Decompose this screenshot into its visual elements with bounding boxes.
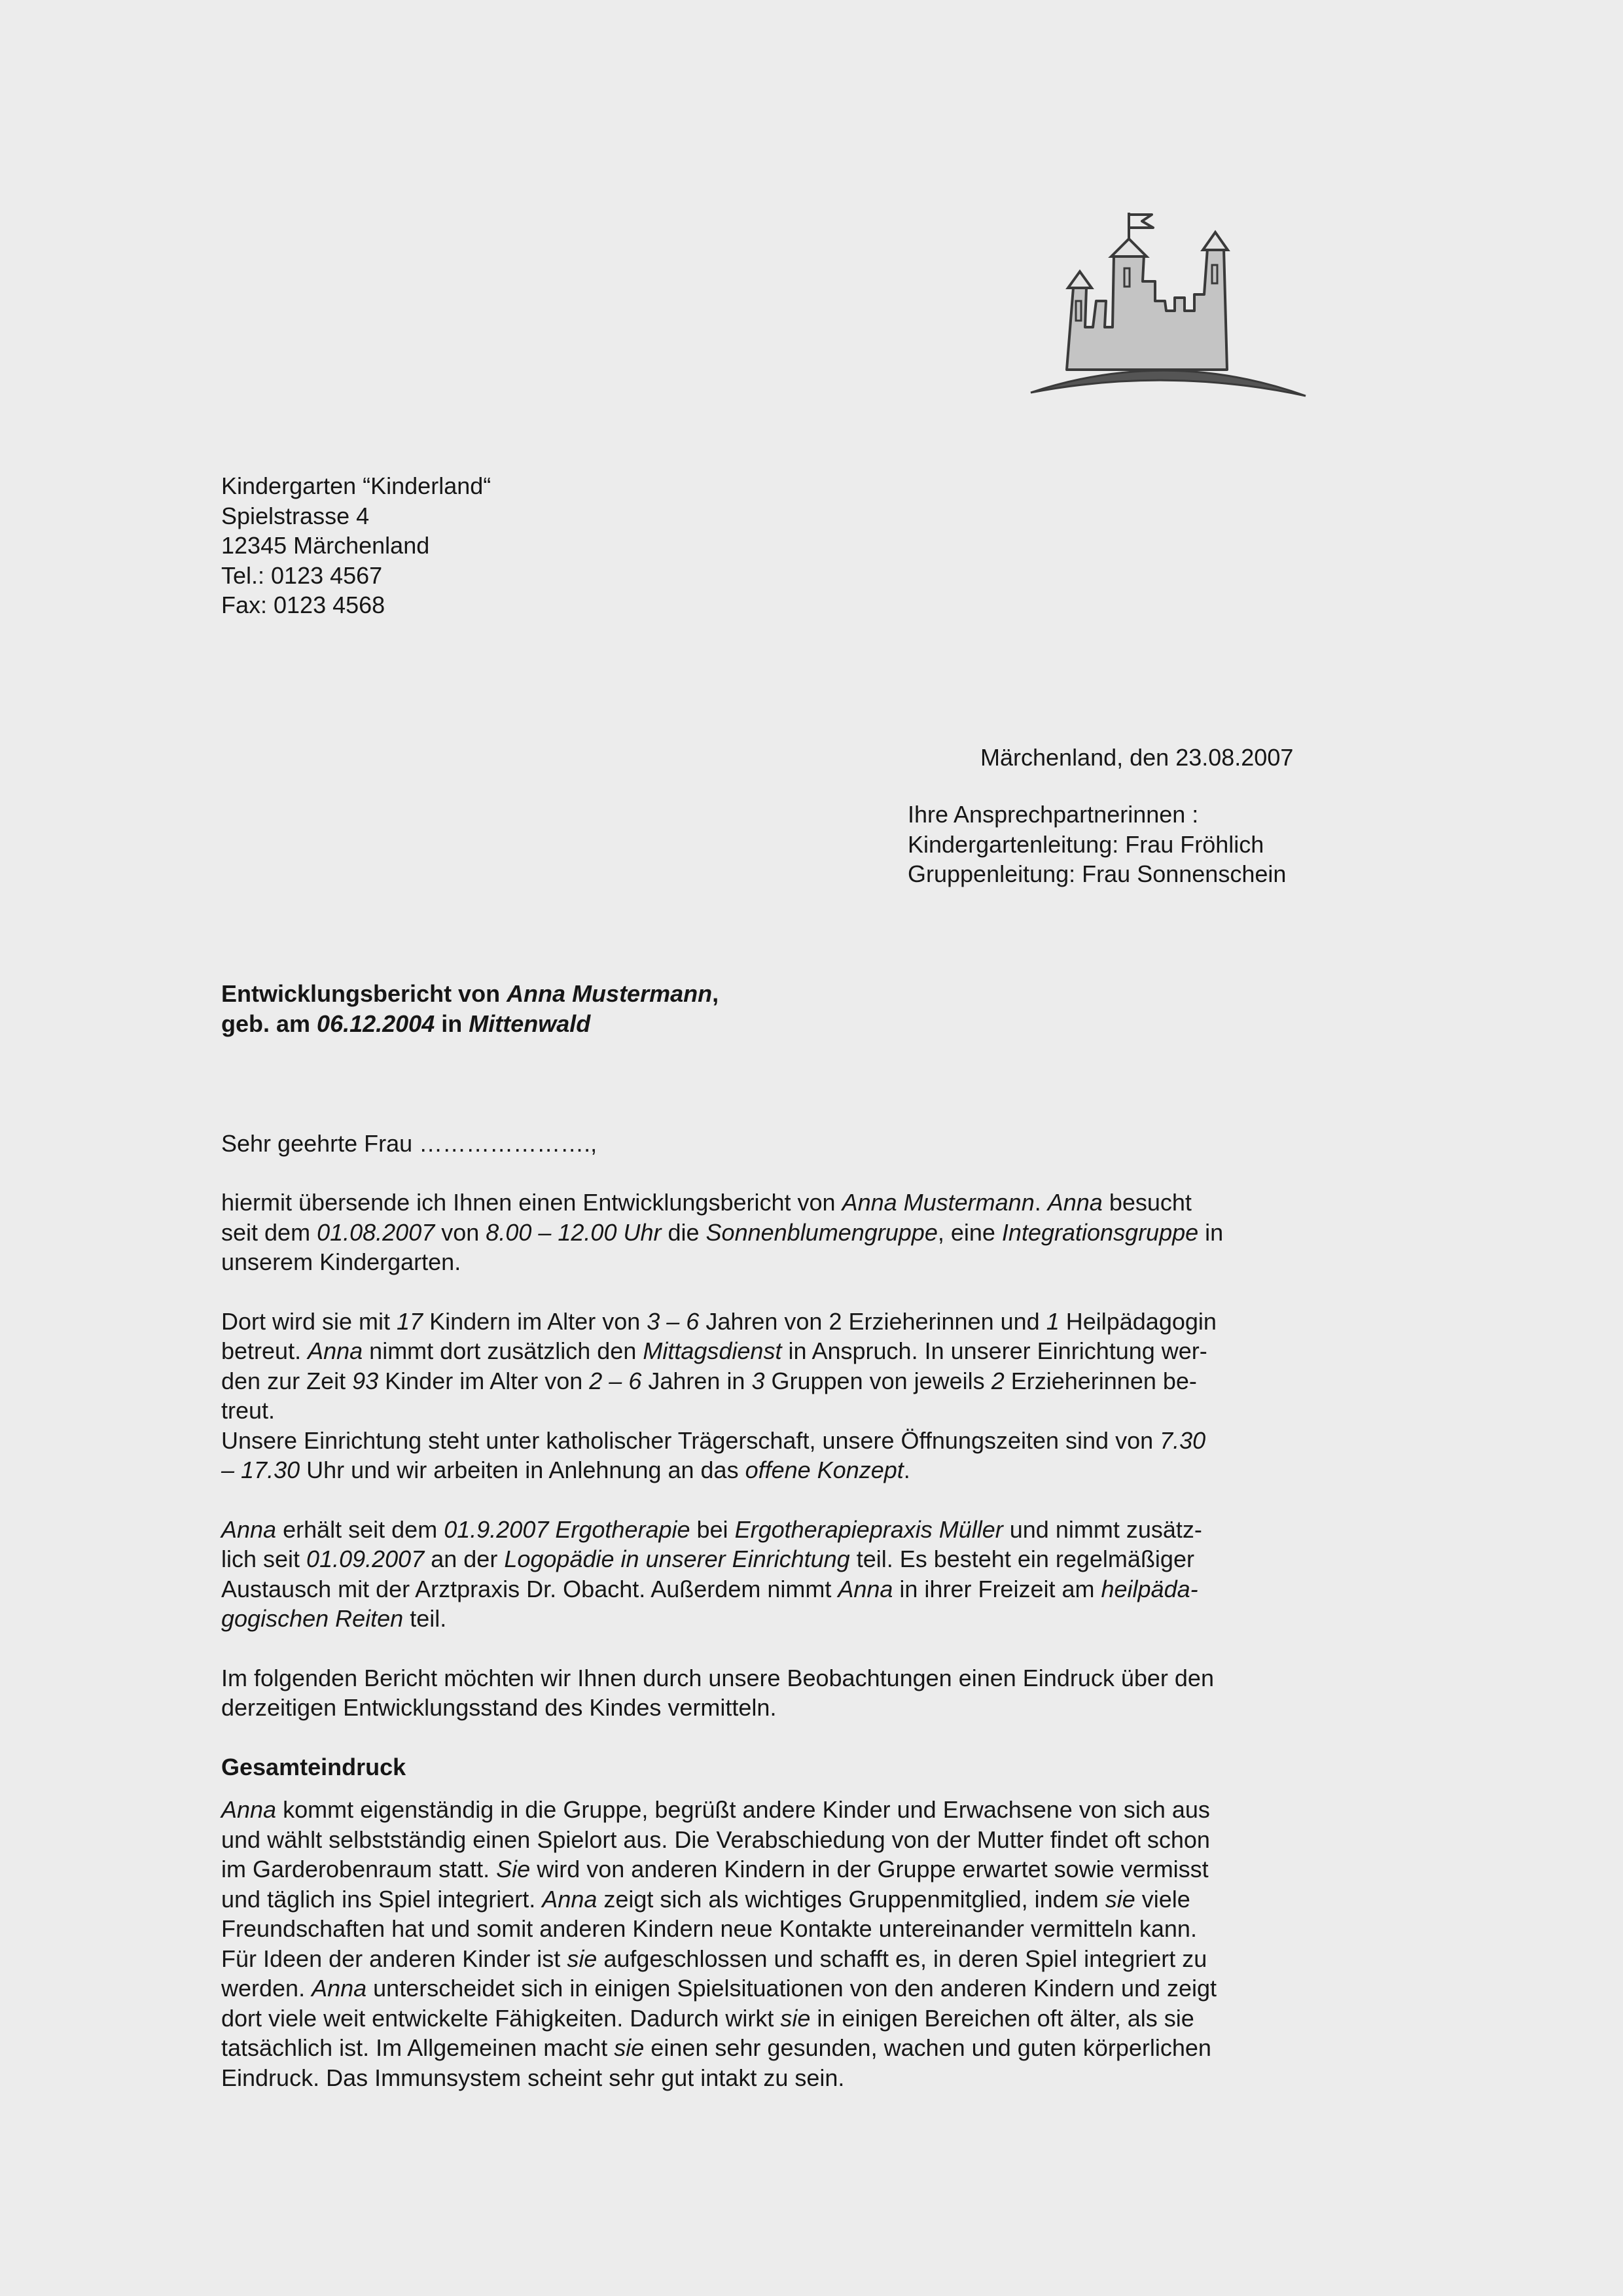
letter-body [221, 1188, 1327, 2122]
text-segment: besucht [1102, 1189, 1192, 1216]
text-line [221, 2033, 1327, 2063]
text-line [221, 1884, 1327, 1915]
text-segment: viele [1135, 1885, 1190, 1913]
title-text: Entwicklungsbericht von [221, 980, 507, 1007]
section-heading: Gesamteindruck [221, 1753, 406, 1780]
paragraph-group [221, 1307, 1327, 1485]
text-segment: Heilpädagogin [1059, 1307, 1217, 1335]
text-segment: sie [780, 2004, 811, 2032]
text-segment: Im folgenden Bericht möchten wir Ihnen durch unsere Beobachtungen einen Eindruck über den [221, 1664, 1214, 1691]
text-segment: treut. [221, 1397, 276, 1424]
text-segment: 01.9.2007 [444, 1515, 549, 1543]
text-segment: Ergotherapie [555, 1515, 690, 1543]
text-segment: Unsere Einrichtung steht unter katholischer Trägerschaft, unsere Öffnungszeiten sind von [221, 1426, 1160, 1454]
text-segment: dort viele weit entwickelte Fähigkeiten. Dadurch wirkt [221, 2004, 781, 2032]
contacts-heading: Ihre Ansprechpartnerinnen : [908, 801, 1199, 828]
castle-logo [1027, 203, 1315, 406]
text-line [221, 1336, 1327, 1366]
paragraph-therapy [221, 1515, 1327, 1634]
text-segment: und täglich ins Spiel integriert. [221, 1885, 543, 1913]
report-title [221, 979, 719, 1038]
text-segment: kommt eigenständig in die Gruppe, begrüßt andere Kinder und Erwachsene von sich aus [276, 1796, 1210, 1823]
text-segment: bei [690, 1515, 735, 1543]
text-segment: Dort wird sie mit [221, 1307, 397, 1335]
text-segment: teil. Es besteht ein regelmäßiger [849, 1545, 1194, 1572]
contacts-leitung: Kindergartenleitung: Frau Fröhlich [908, 830, 1264, 858]
text-line [221, 1693, 1327, 1723]
text-line [221, 1455, 1327, 1485]
text-segment: 3 – 6 [647, 1307, 700, 1335]
sender-address [221, 471, 491, 620]
text-segment: und nimmt zusätz- [1003, 1515, 1202, 1543]
text-segment: 01.09.2007 [306, 1545, 425, 1572]
text-line [221, 2004, 1327, 2034]
text-segment: erhält seit dem [276, 1515, 444, 1543]
text-segment: Sie [496, 1856, 531, 1882]
text-segment: Anna [1047, 1189, 1103, 1216]
child-name: Anna Mustermann [507, 980, 713, 1007]
text-segment: 2 – 6 [589, 1367, 642, 1394]
text-segment: Gruppen von jeweils [764, 1367, 991, 1394]
text-segment: Anna [221, 1796, 277, 1823]
contact-persons [908, 800, 1286, 889]
text-segment: in Anspruch. In unserer Einrichtung wer- [781, 1337, 1207, 1364]
text-segment: in ihrer Freizeit am [893, 1575, 1101, 1602]
text-segment: , eine [937, 1218, 1002, 1246]
text-line [221, 1307, 1327, 1337]
birth-label: geb. am [221, 1010, 317, 1037]
text-segment: Jahren von 2 Erzieherinnen und [699, 1307, 1046, 1335]
text-segment: Integrationsgruppe [1001, 1218, 1199, 1246]
text-line [221, 1825, 1327, 1855]
text-segment: gogischen Reiten [221, 1605, 404, 1632]
text-segment: in [1198, 1218, 1224, 1246]
text-segment: Freundschaften hat und somit anderen Kindern neue Kontakte untereinander vermitteln kann. [221, 1915, 1197, 1942]
text-segment: Kinder im Alter von [378, 1367, 590, 1394]
text-segment: 93 [352, 1367, 379, 1394]
birth-date: 06.12.2004 [317, 1010, 435, 1037]
text-segment: 1 [1046, 1307, 1060, 1335]
text-segment: sie [567, 1945, 597, 1972]
text-line [221, 1574, 1327, 1604]
text-segment: sie [1105, 1885, 1135, 1913]
text-line [221, 1366, 1327, 1396]
paragraph-overall [221, 1795, 1327, 2093]
text-segment: sie [614, 2034, 645, 2061]
text-segment: Ergotherapiepraxis Müller [734, 1515, 1003, 1543]
text-segment: derzeitigen Entwicklungsstand des Kindes vermitteln. [221, 1694, 777, 1721]
text-segment: Jahren in [641, 1367, 752, 1394]
text-segment: hiermit übersende ich Ihnen einen Entwicklungsbericht von [221, 1189, 842, 1216]
text-segment: Erzieherinnen be- [1004, 1367, 1197, 1394]
text-segment: in einigen Bereichen oft älter, als sie [810, 2004, 1194, 2032]
text-segment: Anna [221, 1515, 277, 1543]
text-segment: 8.00 – 12.00 Uhr [486, 1218, 662, 1246]
text-segment: 17 [397, 1307, 423, 1335]
text-segment: Anna [838, 1575, 893, 1602]
text-segment: unserem Kindergarten. [221, 1248, 461, 1275]
text-segment: – 17.30 [221, 1457, 300, 1483]
text-segment: zeigt sich als wichtiges Gruppenmitglied, indem [597, 1885, 1105, 1913]
text-segment: von [435, 1218, 486, 1246]
text-line [221, 1544, 1327, 1574]
text-segment: Anna [308, 1337, 363, 1364]
text-segment: . [1034, 1189, 1048, 1216]
paragraph-purpose [221, 1663, 1327, 1723]
sender-name: Kindergarten “Kinderland“ [221, 472, 491, 499]
text-segment: Eindruck. Das Immunsystem scheint sehr gut intakt zu sein. [221, 2064, 845, 2091]
text-segment: unterscheidet sich in einigen Spielsituationen von den anderen Kindern und zeigt [366, 1975, 1217, 2002]
text-segment: nimmt dort zusätzlich den [363, 1337, 643, 1364]
text-segment: 3 [751, 1367, 765, 1394]
text-segment: 7.30 [1160, 1426, 1206, 1454]
sender-tel: Tel.: 0123 4567 [221, 561, 383, 589]
text-line [221, 1247, 1327, 1277]
text-segment: wird von anderen Kindern in der Gruppe erwartet sowie vermisst [530, 1856, 1209, 1882]
text-segment: teil. [403, 1605, 447, 1632]
text-segment: seit dem [221, 1218, 317, 1246]
text-segment: Uhr und wir arbeiten in Anlehnung an das [300, 1457, 745, 1483]
text-line [221, 1914, 1327, 1944]
text-line [221, 1188, 1327, 1218]
birth-in: in [435, 1010, 469, 1037]
text-segment: aufgeschlossen und schafft es, in deren Spiel integriert zu [597, 1945, 1207, 1972]
text-line [221, 2063, 1327, 2093]
text-segment: einen sehr gesunden, wachen und guten körperlichen [644, 2034, 1211, 2061]
text-line [221, 1396, 1327, 1426]
text-segment: die [661, 1218, 706, 1246]
date-line: Märchenland, den 23.08.2007 [980, 744, 1294, 771]
text-line [221, 1854, 1327, 1884]
text-segment: Mittagsdienst [643, 1337, 782, 1364]
text-line [221, 1218, 1327, 1248]
text-segment: 2 [991, 1367, 1005, 1394]
text-segment: Austausch mit der Arztpraxis Dr. Obacht. Außerdem nimmt [221, 1575, 838, 1602]
title-line-1 [221, 979, 719, 1009]
text-segment: Kindern im Alter von [423, 1307, 647, 1335]
sender-street: Spielstrasse 4 [221, 502, 370, 529]
title-line-2 [221, 1009, 719, 1039]
salutation: Sehr geehrte Frau …………………., [221, 1130, 597, 1157]
text-segment: Für Ideen der anderen Kinder ist [221, 1945, 567, 1972]
text-segment: und wählt selbstständig einen Spielort aus. Die Verabschiedung von der Mutter findet oft schon [221, 1826, 1210, 1853]
text-segment [548, 1516, 555, 1543]
text-line [221, 1973, 1327, 2004]
contacts-gruppe: Gruppenleitung: Frau Sonnenschein [908, 860, 1287, 887]
text-segment: den zur Zeit [221, 1367, 353, 1394]
text-line [221, 1426, 1327, 1456]
text-segment: Logopädie in unserer Einrichtung [504, 1545, 850, 1572]
sender-fax: Fax: 0123 4568 [221, 592, 385, 618]
text-segment: betreut. [221, 1337, 308, 1364]
text-line [221, 1944, 1327, 1974]
text-line [221, 1604, 1327, 1634]
text-line [221, 1663, 1327, 1693]
text-segment: offene Konzept [745, 1457, 904, 1483]
text-segment: im Garderobenraum statt. [221, 1856, 497, 1882]
paragraph-intro [221, 1188, 1327, 1277]
text-line [221, 1515, 1327, 1545]
sender-city: 12345 Märchenland [221, 532, 430, 559]
text-segment: Anna [312, 1975, 367, 2002]
text-segment: . [903, 1457, 910, 1483]
text-segment: Anna [542, 1885, 597, 1913]
title-comma: , [712, 980, 719, 1007]
birth-place: Mittenwald [469, 1010, 591, 1037]
text-segment: tatsächlich ist. Im Allgemeinen macht [221, 2034, 615, 2061]
text-segment: werden. [221, 1975, 312, 2002]
text-segment: Sonnenblumengruppe [705, 1218, 938, 1246]
text-segment: lich seit [221, 1545, 307, 1572]
text-line [221, 1795, 1327, 1825]
text-segment: heilpäda- [1101, 1575, 1198, 1602]
text-segment: an der [424, 1545, 505, 1572]
text-segment: 01.08.2007 [317, 1218, 435, 1246]
text-segment: Anna Mustermann [842, 1189, 1035, 1216]
